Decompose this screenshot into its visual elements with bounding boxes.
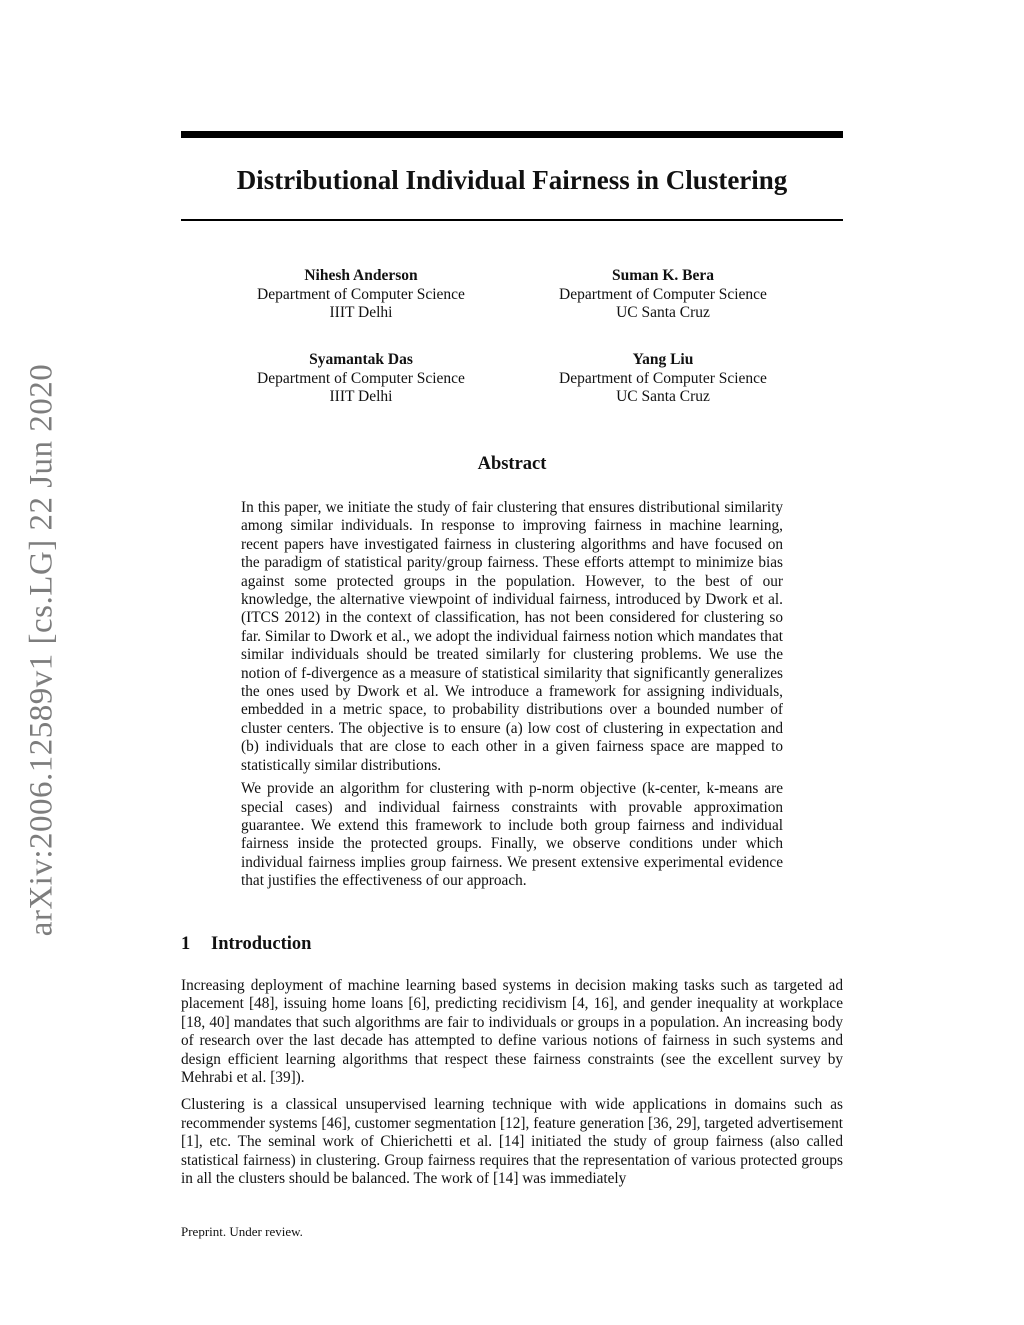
author-affiliation: IIIT Delhi <box>329 388 393 405</box>
abstract-body <box>241 499 783 896</box>
author-block <box>513 351 813 407</box>
section-title: Introduction <box>211 934 312 954</box>
author-department: Department of Computer Science <box>559 285 767 303</box>
section-heading-introduction <box>181 934 311 955</box>
title-rule-bottom <box>181 219 843 221</box>
author-name: Yang Liu <box>632 351 694 368</box>
author-block <box>513 267 813 323</box>
title-rule-top <box>181 131 843 138</box>
section-number: 1 <box>181 934 191 954</box>
author-affiliation: IIIT Delhi <box>329 304 393 321</box>
footer-note: Preprint. Under review. <box>181 1224 303 1239</box>
author-department: Department of Computer Science <box>257 285 465 303</box>
body-paragraph: Increasing deployment of machine learning based systems in decision making tasks such as targeted ad placement [48], issuing home loans [6], predicting recidivism [4, 16], and gender inequality at workplace [18, 40] mandates that such algorithms are fair to individuals or groups in a population. An increasing body of research over the last decade has attempted to define various notions of fairness in such systems and design efficient learning algorithms that respect these fairness constraints (see the excellent survey by Mehrabi et al. [39]). <box>181 977 843 1087</box>
abstract-paragraph: We provide an algorithm for clustering with p-norm objective (k-center, k-means are special cases) and individual fairness constraints with provable approximation guarantee. We extend this framework to include both group fairness and individual fairness inside the protected groups. Finally, we observe conditions under which individual fairness implies group fairness. We present extensive experimental evidence that justifies the effectiveness of our approach. <box>241 780 783 890</box>
introduction-body <box>181 977 843 1197</box>
author-affiliation: UC Santa Cruz <box>616 388 710 405</box>
author-block <box>211 351 511 407</box>
arxiv-identifier-stamp: arXiv:2006.12589v1 [cs.LG] 22 Jun 2020 <box>23 363 60 937</box>
author-department: Department of Computer Science <box>257 369 465 387</box>
author-name: Syamantak Das <box>309 351 413 368</box>
author-block <box>211 267 511 323</box>
author-department: Department of Computer Science <box>559 369 767 387</box>
author-name: Nihesh Anderson <box>304 267 418 284</box>
abstract-paragraph: In this paper, we initiate the study of fair clustering that ensures distributional similarity among similar individuals. In response to improving fairness in machine learning, recent papers have investigated fairness in clustering algorithms and have focused on the paradigm of statistical parity/group fairness. These efforts attempt to minimize bias against some protected groups in the population. However, to the best of our knowledge, the alternative viewpoint of individual fairness, introduced by Dwork et al. (ITCS 2012) in the context of classification, has not been considered for clustering so far. Similar to Dwork et al., we adopt the individual fairness notion which mandates that similar individuals should be treated similarly for clustering problems. We use the notion of f-divergence as a measure of statistical similarity that significantly generalizes the ones used by Dwork et al. We introduce a framework for assigning individuals, embedded in a metric space, to probability distributions over a bounded number of cluster centers. The objective is to ensure (a) low cost of clustering in expectation and (b) individuals that are close to each other in a given fairness space are mapped to statistically similar distributions. <box>241 499 783 774</box>
body-paragraph: Clustering is a classical unsupervised learning technique with wide applications in domains such as recommender systems [46], customer segmentation [12], feature generation [36, 29], targeted advertisement [1], etc. The seminal work of Chierichetti et al. [14] initiated the study of group fairness (also called statistical fairness) in clustering. Group fairness requires that the representation of various protected groups in all the clusters should be balanced. The work of [14] was immediately <box>181 1096 843 1188</box>
author-name: Suman K. Bera <box>611 267 715 284</box>
abstract-heading: Abstract <box>477 454 547 474</box>
paper-title: Distributional Individual Fairness in Clustering <box>236 165 788 195</box>
author-affiliation: UC Santa Cruz <box>616 304 710 321</box>
